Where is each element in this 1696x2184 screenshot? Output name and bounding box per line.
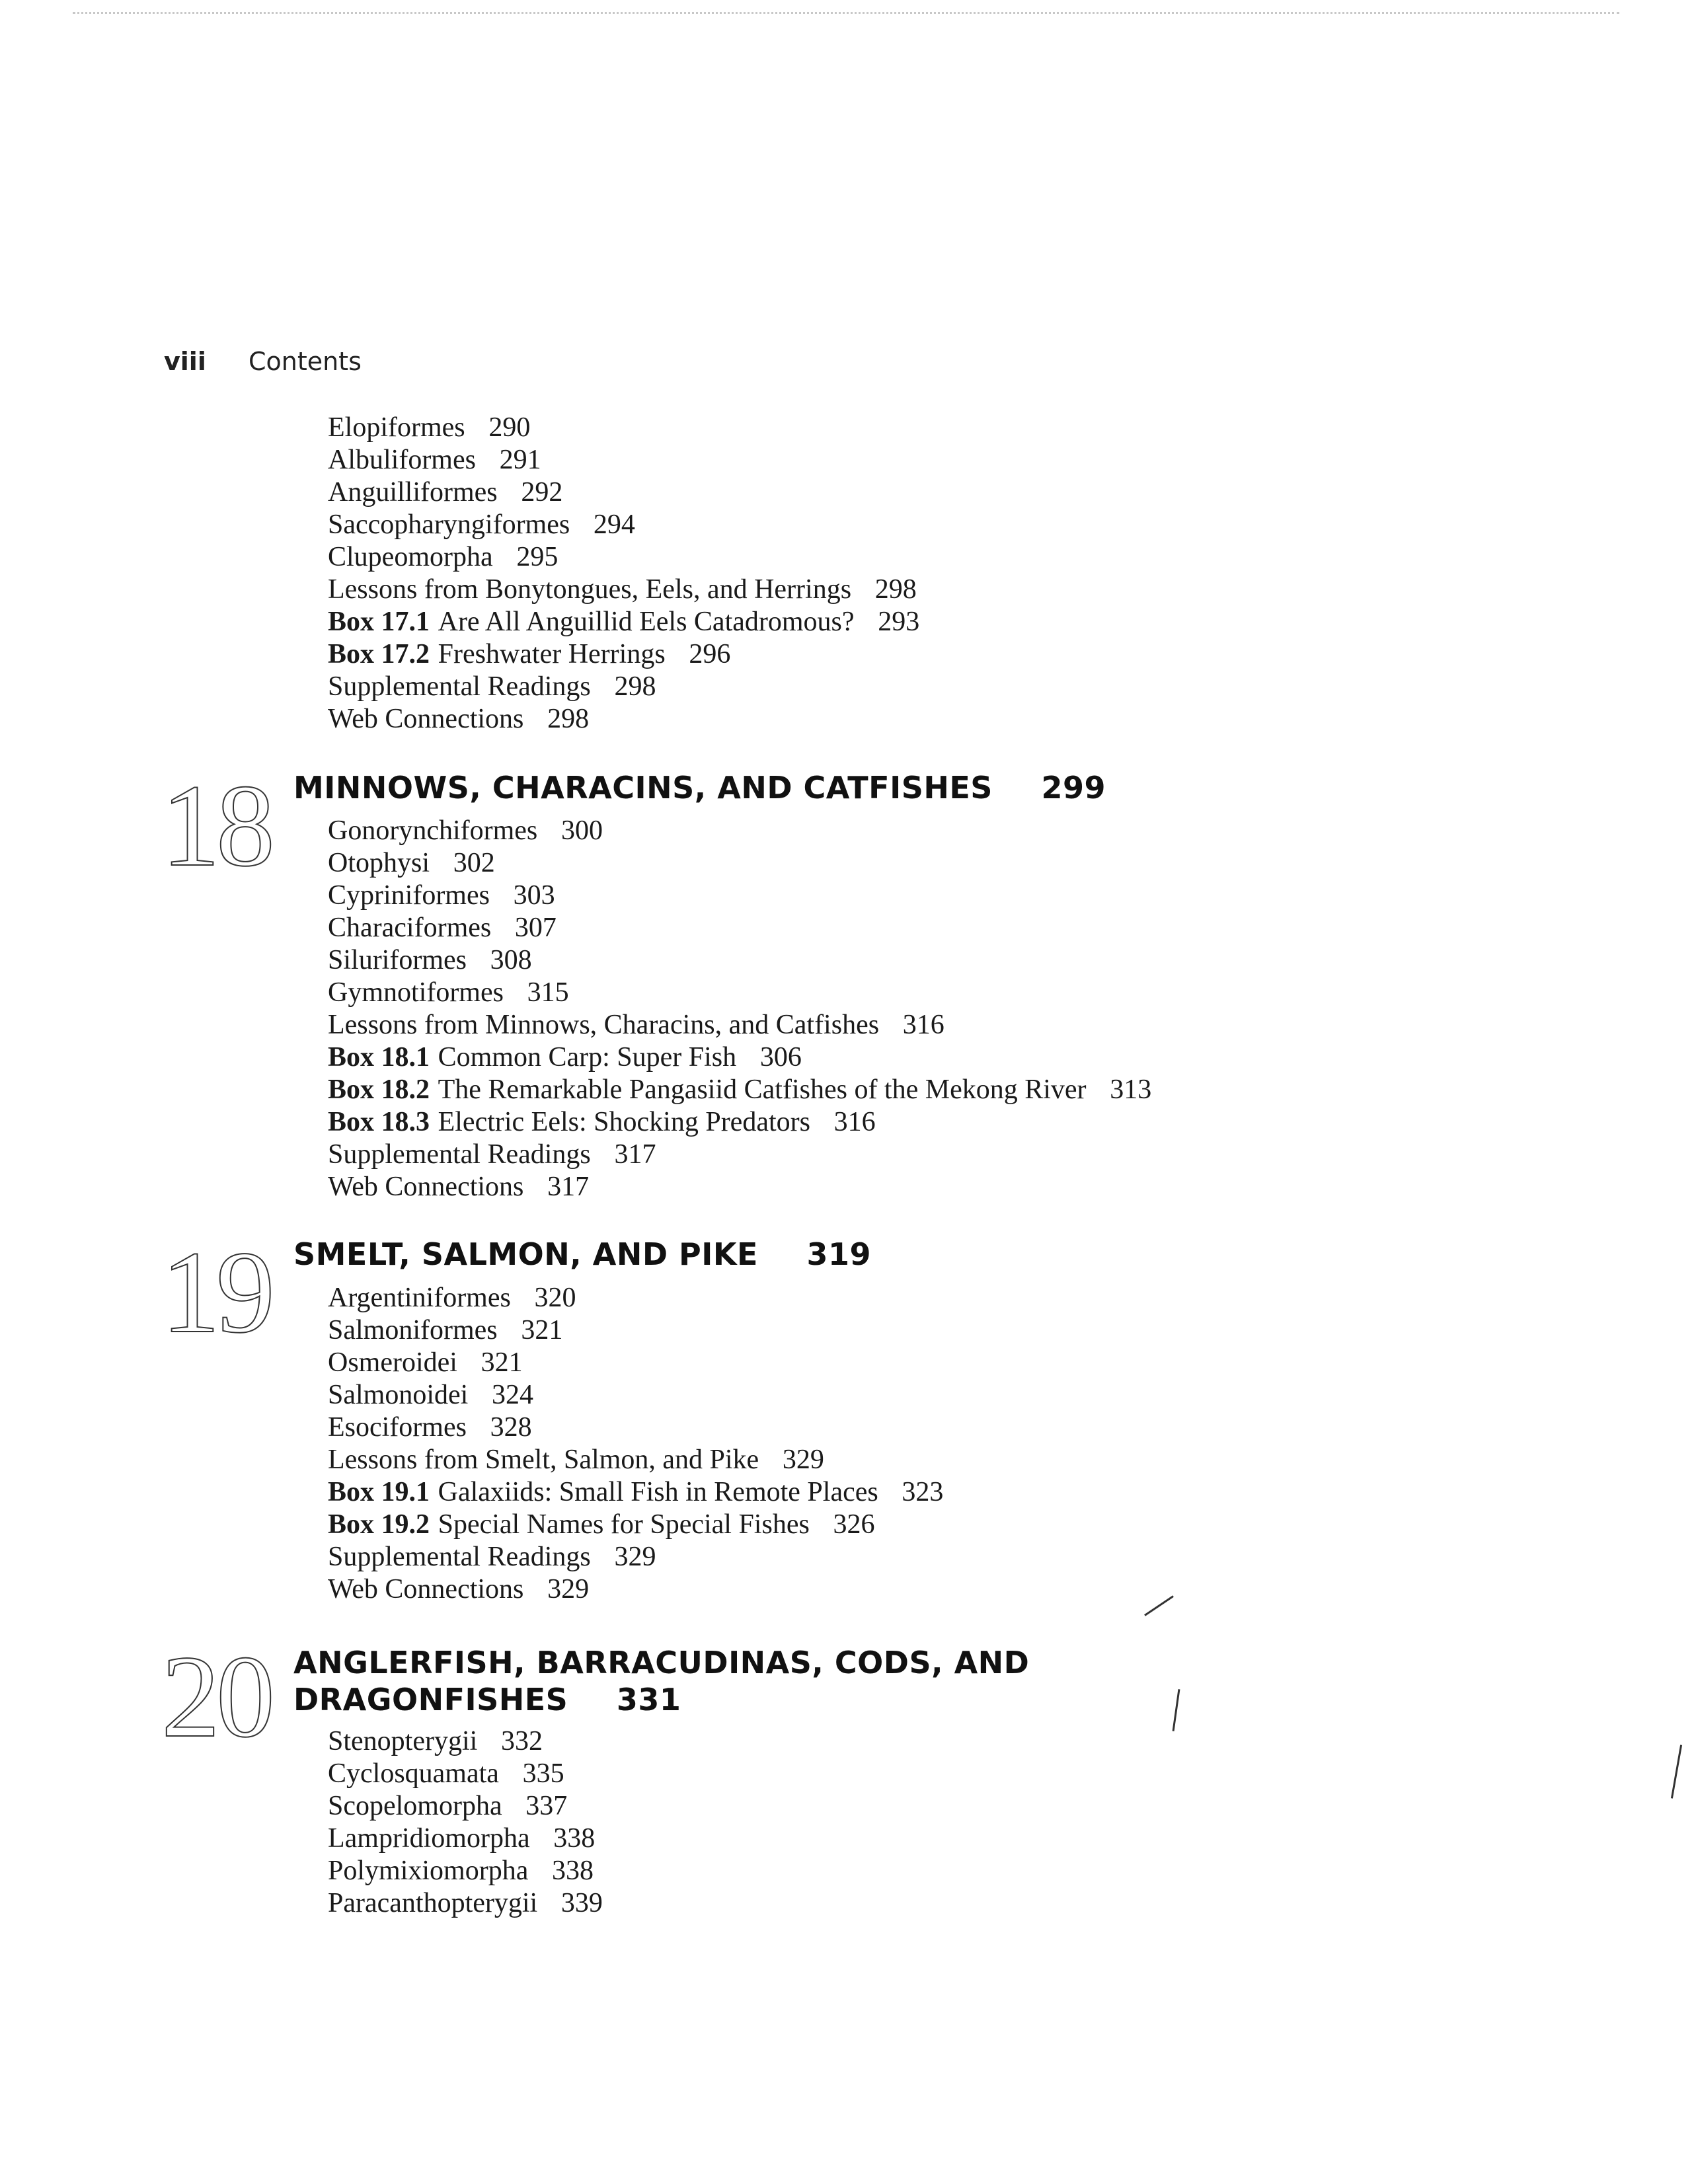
- page-number: viii: [164, 347, 206, 376]
- entry-title: Osmeroidei: [328, 1347, 457, 1378]
- chapter-title-text: ANGLERFISH, BARRACUDINAS, CODS, AND: [293, 1645, 1030, 1680]
- entry-title: Polymixiomorpha: [328, 1856, 529, 1886]
- pencil-mark: [1671, 1745, 1682, 1798]
- entry-title: Saccopharyngiformes: [328, 509, 570, 540]
- chapter-number: 20: [161, 1631, 271, 1762]
- pencil-mark: [1173, 1689, 1180, 1731]
- entry-page: 323: [902, 1477, 944, 1507]
- entry-page: 338: [553, 1823, 596, 1854]
- entry-page: 316: [902, 1010, 944, 1040]
- entry-page: 298: [614, 671, 656, 702]
- entry-title: Common Carp: Super Fish: [438, 1042, 737, 1073]
- entry-page: 308: [490, 945, 532, 975]
- entry-page: 307: [514, 913, 557, 943]
- entry-page: 329: [782, 1445, 824, 1475]
- toc-entry: [328, 703, 919, 735]
- toc-entry: [328, 509, 919, 541]
- entry-title: Lessons from Minnows, Characins, and Catfishes: [328, 1010, 880, 1040]
- entry-page: 291: [499, 445, 541, 475]
- entry-page: 290: [488, 412, 531, 443]
- entry-page: 332: [501, 1726, 543, 1756]
- running-head-title: Contents: [248, 347, 362, 376]
- entry-title: Salmoniformes: [328, 1315, 498, 1345]
- toc-entry: [328, 1855, 603, 1887]
- entry-title: Special Names for Special Fishes: [438, 1509, 810, 1540]
- entry-title: Galaxiids: Small Fish in Remote Places: [438, 1477, 878, 1507]
- toc-entry: [328, 1139, 1151, 1171]
- toc-entry: [328, 1823, 603, 1855]
- toc-entry: [328, 912, 1151, 944]
- toc-entry: [328, 847, 1151, 880]
- entry-title: Stenopterygii: [328, 1726, 478, 1756]
- toc-entry: [328, 1347, 943, 1379]
- chapter-page: 319: [806, 1236, 872, 1272]
- entry-title: Gymnotiformes: [328, 977, 504, 1008]
- entry-title: Characiformes: [328, 913, 492, 943]
- box-label: Box 18.2: [328, 1074, 430, 1105]
- toc-entry: [328, 880, 1151, 912]
- chapter-title-text: SMELT, SALMON, AND PIKE: [293, 1236, 758, 1272]
- chapter-title: [293, 1644, 1029, 1718]
- entry-page: 321: [521, 1315, 563, 1345]
- toc-entry: [328, 671, 919, 703]
- entry-title: Albuliformes: [328, 445, 476, 475]
- entry-title: Salmonoidei: [328, 1380, 469, 1410]
- entry-page: 295: [516, 542, 559, 572]
- entry-page: 317: [547, 1172, 590, 1202]
- entry-page: 298: [547, 704, 590, 734]
- entry-page: 328: [490, 1412, 532, 1443]
- chapter-page: 299: [1041, 770, 1106, 806]
- box-label: Box 18.3: [328, 1107, 430, 1137]
- entry-page: 324: [492, 1380, 534, 1410]
- toc-entry: [328, 1412, 943, 1444]
- entry-title: Supplemental Readings: [328, 1139, 591, 1170]
- entry-title: Supplemental Readings: [328, 671, 591, 702]
- toc-box-entry: [328, 1041, 1151, 1074]
- toc-entry: [328, 1282, 943, 1314]
- chapter-number: 19: [161, 1226, 271, 1357]
- entry-title: Are All Anguillid Eels Catadromous?: [438, 607, 855, 637]
- entry-page: 315: [527, 977, 569, 1008]
- toc-entry: [328, 1379, 943, 1412]
- toc-entry: [328, 1725, 603, 1758]
- toc-box-entry: [328, 1509, 943, 1541]
- entry-title: Lampridiomorpha: [328, 1823, 530, 1854]
- chapter-17-entries: [328, 412, 919, 735]
- entry-title: Cyclosquamata: [328, 1758, 499, 1789]
- toc-box-entry: [328, 1476, 943, 1509]
- entry-page: 316: [833, 1107, 876, 1137]
- toc-entry: [328, 1171, 1151, 1203]
- chapter-title: [293, 769, 1106, 806]
- entry-page: 294: [593, 509, 635, 540]
- chapter-18-entries: [328, 815, 1151, 1203]
- box-label: Box 19.1: [328, 1477, 430, 1507]
- chapter-title: [293, 1236, 871, 1273]
- entry-title: Siluriformes: [328, 945, 467, 975]
- toc-entry: [328, 1758, 603, 1790]
- entry-title: Electric Eels: Shocking Predators: [438, 1107, 810, 1137]
- toc-box-entry: [328, 1106, 1151, 1139]
- entry-page: 320: [534, 1283, 576, 1313]
- toc-box-entry: [328, 1074, 1151, 1106]
- entry-title: Gonorynchiformes: [328, 815, 538, 846]
- chapter-title-text: MINNOWS, CHARACINS, AND CATFISHES: [293, 770, 993, 806]
- chapter-title-text-line2: DRAGONFISHES: [293, 1682, 568, 1717]
- toc-entry: [328, 444, 919, 476]
- entry-title: The Remarkable Pangasiid Catfishes of the Mekong River: [438, 1074, 1087, 1105]
- toc-entry: [328, 1444, 943, 1476]
- entry-title: Supplemental Readings: [328, 1542, 591, 1572]
- box-label: Box 18.1: [328, 1042, 430, 1073]
- entry-title: Lessons from Smelt, Salmon, and Pike: [328, 1445, 759, 1475]
- toc-box-entry: [328, 606, 919, 638]
- entry-page: 338: [552, 1856, 594, 1886]
- entry-page: 326: [833, 1509, 875, 1540]
- entry-page: 292: [521, 477, 563, 508]
- entry-title: Web Connections: [328, 1172, 524, 1202]
- toc-entry: [328, 476, 919, 509]
- box-label: Box 17.2: [328, 639, 430, 669]
- pencil-mark: [1144, 1595, 1174, 1616]
- entry-title: Cypriniformes: [328, 880, 490, 911]
- chapter-19-entries: [328, 1282, 943, 1606]
- entry-title: Lessons from Bonytongues, Eels, and Herrings: [328, 574, 852, 605]
- entry-page: 339: [560, 1888, 603, 1918]
- entry-title: Web Connections: [328, 704, 524, 734]
- chapter-page: 331: [616, 1682, 681, 1717]
- entry-title: Otophysi: [328, 848, 430, 878]
- toc-entry: [328, 1790, 603, 1823]
- toc-box-entry: [328, 638, 919, 671]
- entry-title: Argentiniformes: [328, 1283, 511, 1313]
- entry-page: 303: [513, 880, 555, 911]
- box-label: Box 19.2: [328, 1509, 430, 1540]
- toc-entry: [328, 815, 1151, 847]
- entry-page: 302: [453, 848, 495, 878]
- entry-page: 329: [614, 1542, 656, 1572]
- toc-entry: [328, 412, 919, 444]
- toc-entry: [328, 1887, 603, 1920]
- toc-entry: [328, 977, 1151, 1009]
- entry-title: Web Connections: [328, 1574, 524, 1604]
- entry-page: 321: [481, 1347, 523, 1378]
- entry-page: 329: [547, 1574, 590, 1604]
- entry-page: 300: [560, 815, 603, 846]
- chapter-20-entries: [328, 1725, 603, 1920]
- entry-page: 293: [878, 607, 920, 637]
- toc-entry: [328, 574, 919, 606]
- toc-entry: [328, 944, 1151, 977]
- chapter-number: 18: [161, 760, 271, 891]
- toc-entry: [328, 1009, 1151, 1041]
- entry-title: Scopelomorpha: [328, 1791, 502, 1821]
- entry-title: Clupeomorpha: [328, 542, 493, 572]
- entry-page: 296: [689, 639, 731, 669]
- toc-entry: [328, 1314, 943, 1347]
- running-head: [164, 347, 362, 376]
- entry-page: 337: [525, 1791, 568, 1821]
- entry-page: 317: [614, 1139, 656, 1170]
- scan-edge-artifact: [73, 12, 1619, 14]
- entry-page: 313: [1110, 1074, 1152, 1105]
- toc-entry: [328, 1573, 943, 1606]
- entry-title: Elopiformes: [328, 412, 465, 443]
- entry-page: 335: [522, 1758, 564, 1789]
- entry-page: 306: [759, 1042, 802, 1073]
- entry-page: 298: [874, 574, 917, 605]
- toc-entry: [328, 541, 919, 574]
- box-label: Box 17.1: [328, 607, 430, 637]
- entry-title: Anguilliformes: [328, 477, 498, 508]
- entry-title: Esociformes: [328, 1412, 467, 1443]
- toc-entry: [328, 1541, 943, 1573]
- entry-title: Paracanthopterygii: [328, 1888, 538, 1918]
- entry-title: Freshwater Herrings: [438, 639, 666, 669]
